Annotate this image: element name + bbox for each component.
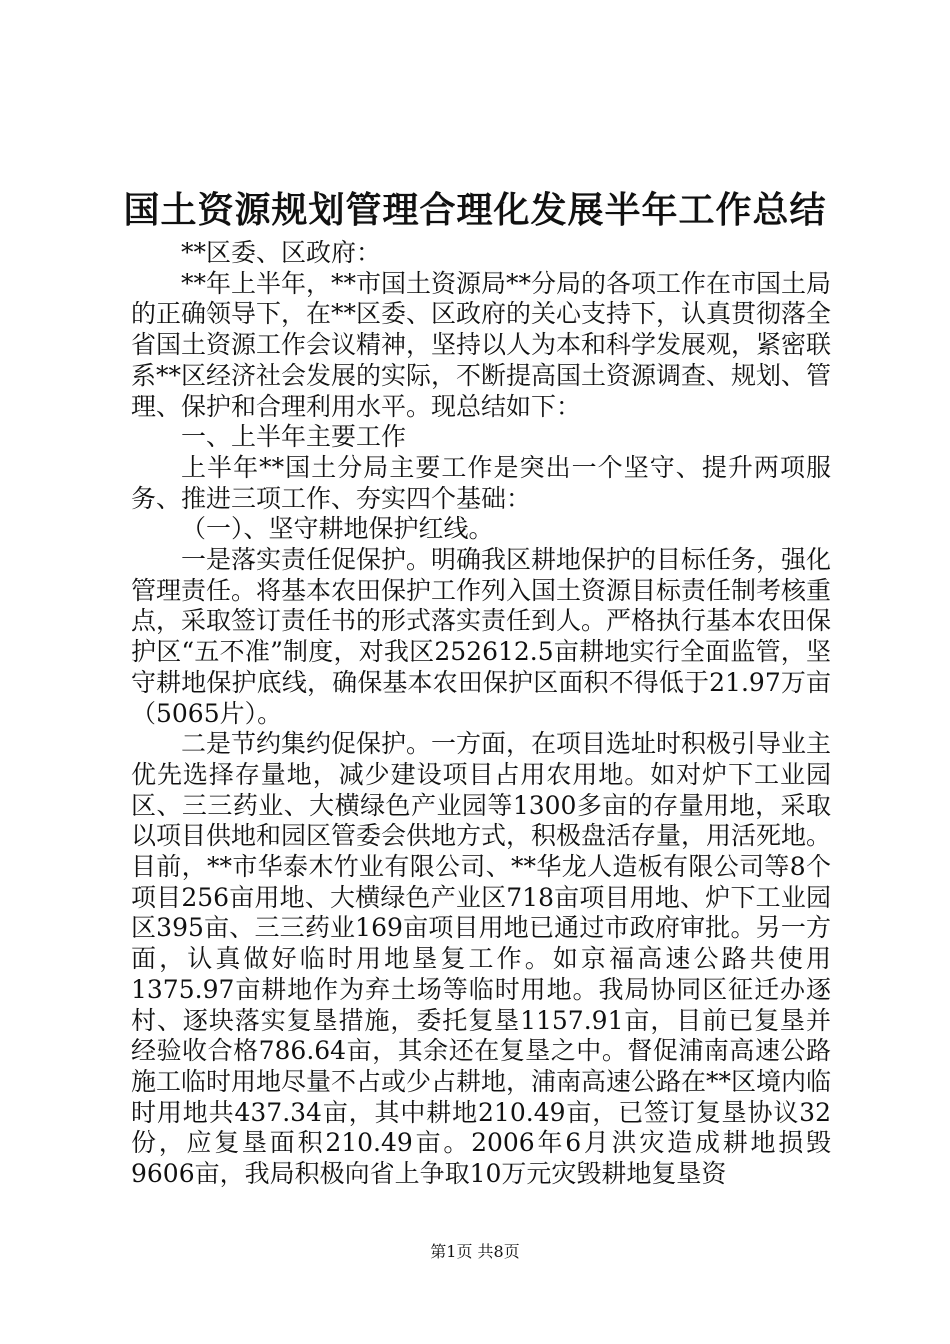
document-title: 国土资源规划管理合理化发展半年工作总结 (123, 189, 827, 231)
body-paragraph: 二是节约集约促保护。一方面，在项目选址时积极引导业主优先选择存量地，减少建设项目占用农用地。如对炉下工业园区、三三药业、大横绿色产业园等1300多亩的存量用地，采取以项目供地和园区管委会供地方式，积极盘活存量，用活死地。目前，**市华泰木竹业有限公司、**华龙人造板有限公司等8个项目256亩用地、大横绿色产业区718亩项目用地、炉下工业园区395亩、三三药业169亩项目用地已通过市政府审批。另一方面，认真做好临时用地垦复工作。如京福高速公路共使用1375.97亩耕地作为弃土场等临时用地。我局协同区征迁办逐村、逐块落实复垦措施，委托复垦1157.91亩，目前已复垦并经验收合格786.64亩，其余还在复垦之中。督促浦南高速公路施工临时用地尽量不占或少占耕地，浦南高速公路在**区境内临时用地共437.34亩，其中耕地210.49亩，已签订复垦协议32份，应复垦面积210.49亩。2006年6月洪灾造成耕地损毁9606亩，我局积极向省上争取10万元灾毁耕地复垦资 (131, 729, 832, 1189)
page-number-footer: 第1页 共8页 (430, 1242, 520, 1261)
section-heading: 一、上半年主要工作 (181, 422, 407, 452)
document-body (131, 238, 831, 1190)
intro-paragraph: **年上半年，**市国土资源局**分局的各项工作在市国土局的正确领导下，在**区委、区政府的关心支持下，认真贯彻落全省国土资源工作会议精神，坚持以人为本和科学发展观，紧密联系**区经济社会发展的实际，不断提高国土资源调查、规划、管理、保护和合理利用水平。现总结如下： (131, 268, 832, 421)
salutation: **区委、区政府： (181, 238, 382, 267)
body-paragraph: 一是落实责任促保护。明确我区耕地保护的目标任务，强化管理责任。将基本农田保护工作列入国土资源目标责任制考核重点，采取签订责任书的形式落实责任到人。严格执行基本农田保护区“五不准”制度，对我区252612.5亩耕地实行全面监管，坚守耕地保护底线，确保基本农田保护区面积不得低于21.97万亩（5065片）。 (131, 545, 832, 728)
subsection-heading: （一）、坚守耕地保护红线。 (181, 514, 494, 544)
section-summary-paragraph: 上半年**国土分局主要工作是突出一个坚守、提升两项服务、推进三项工作、夯实四个基础： (131, 452, 831, 513)
